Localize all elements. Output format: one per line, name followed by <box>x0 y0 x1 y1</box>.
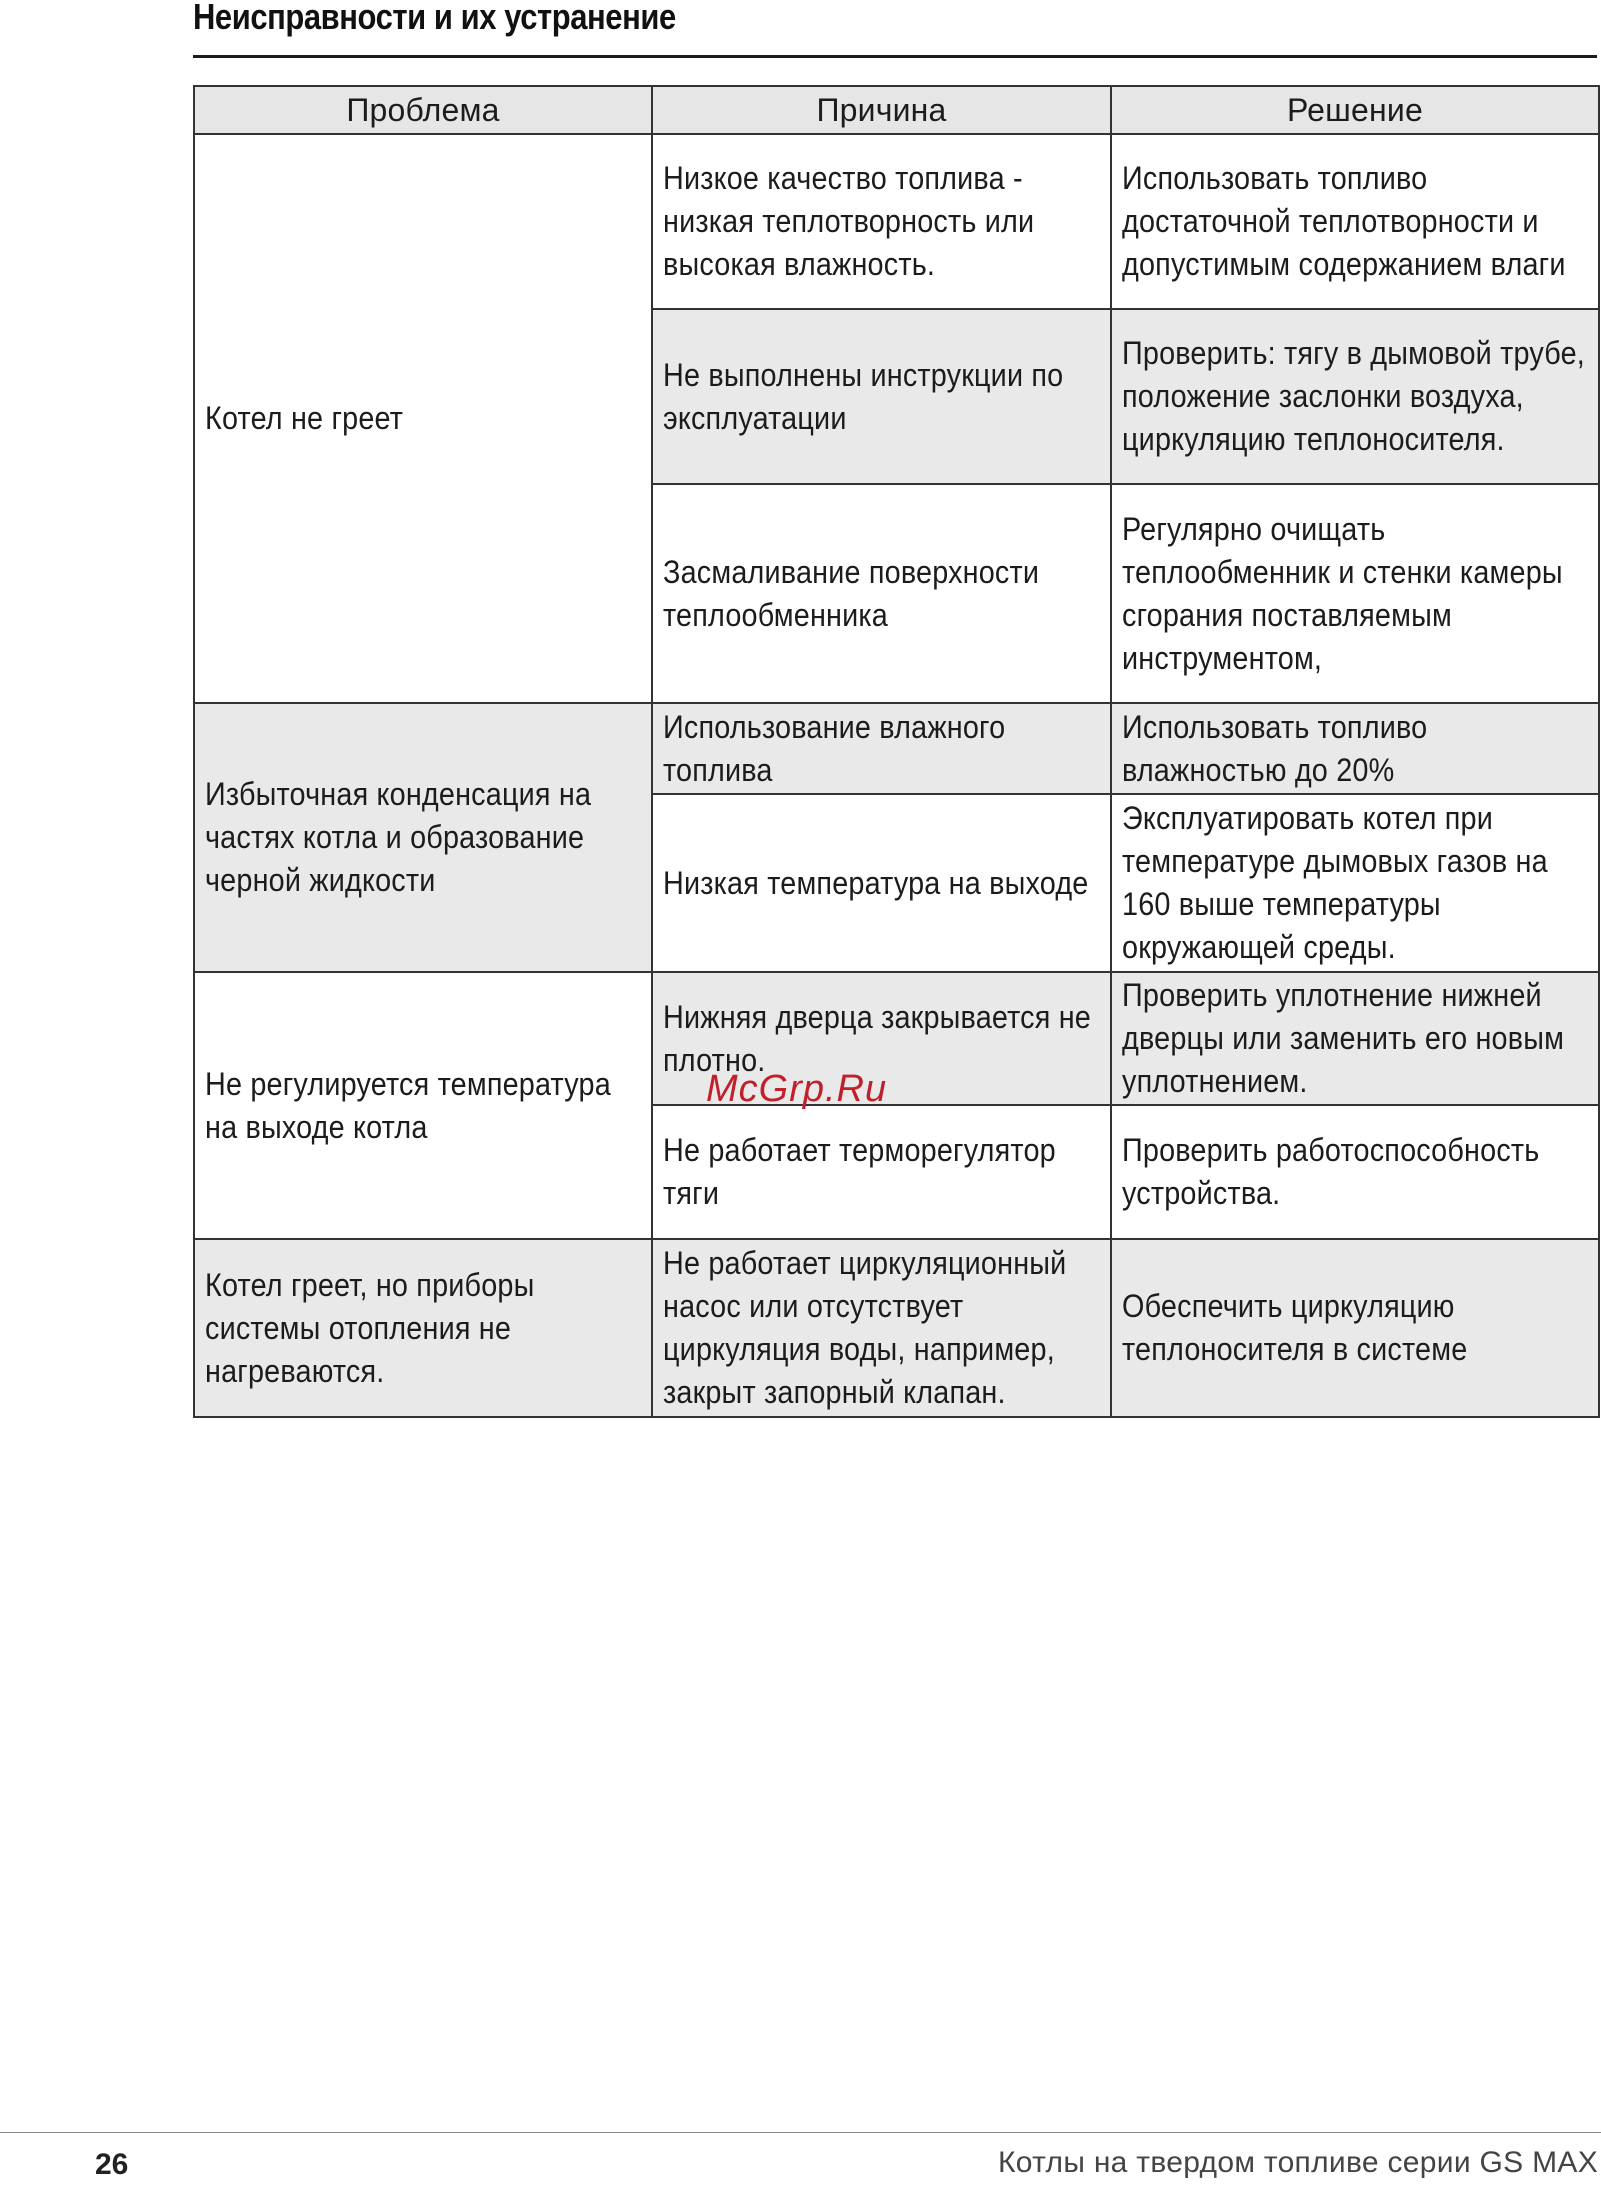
page-number: 26 <box>95 2148 129 2181</box>
section-title: Неисправности и их устранение <box>193 0 676 37</box>
cause-cell: Нижняя дверца закрывается не плотно. <box>652 972 1111 1105</box>
solution-cell: Проверить работоспособность устройства. <box>1111 1105 1599 1239</box>
cause-cell: Не выполнены инструкции по эксплуатации <box>652 309 1111 484</box>
header-solution: Решение <box>1111 86 1599 134</box>
table-row <box>194 972 1599 1105</box>
cause-cell: Не работает терморегулятор тяги <box>652 1105 1111 1239</box>
solution-cell: Обеспечить циркуляцию теплоносителя в системе <box>1111 1239 1599 1417</box>
problem-cell: Избыточная конденсация на частях котла и образование черной жидкости <box>194 703 652 972</box>
table-row <box>194 134 1599 309</box>
header-problem: Проблема <box>194 86 652 134</box>
table-header-row <box>194 86 1599 134</box>
cause-cell: Низкое качество топлива - низкая теплотворность или высокая влажность. <box>652 134 1111 309</box>
footer-divider <box>0 2132 1601 2133</box>
solution-cell: Эксплуатировать котел при температуре дымовых газов на 160 выше температуры окружающей среды. <box>1111 794 1599 972</box>
cause-cell: Использование влажного топлива <box>652 703 1111 794</box>
problem-cell: Котел не греет <box>194 134 652 703</box>
problem-cell: Не регулируется температура на выходе котла <box>194 972 652 1239</box>
solution-cell: Использовать топливо влажностью до 20% <box>1111 703 1599 794</box>
troubleshooting-table <box>193 85 1600 1418</box>
footer-title: Котлы на твердом топливе серии GS MAX <box>998 2146 1598 2179</box>
problem-cell: Котел греет, но приборы системы отопления не нагреваются. <box>194 1239 652 1417</box>
solution-cell: Регулярно очищать теплообменник и стенки камеры сгорания поставляемым инструментом, <box>1111 484 1599 703</box>
table-row <box>194 703 1599 794</box>
solution-cell: Проверить: тягу в дымовой трубе, положение заслонки воздуха, циркуляцию теплоносителя. <box>1111 309 1599 484</box>
header-cause: Причина <box>652 86 1111 134</box>
solution-cell: Использовать топливо достаточной теплотворности и допустимым содержанием влаги <box>1111 134 1599 309</box>
solution-cell: Проверить уплотнение нижней дверцы или заменить его новым уплотнением. <box>1111 972 1599 1105</box>
cause-cell: Низкая температура на выходе <box>652 794 1111 972</box>
cause-cell: Засмаливание поверхности теплообменника <box>652 484 1111 703</box>
cause-cell: Не работает циркуляционный насос или отсутствует циркуляция воды, например, закрыт запорный клапан. <box>652 1239 1111 1417</box>
table-row <box>194 1239 1599 1417</box>
title-divider <box>193 55 1597 58</box>
watermark-text: McGrp.Ru <box>706 1068 888 1110</box>
